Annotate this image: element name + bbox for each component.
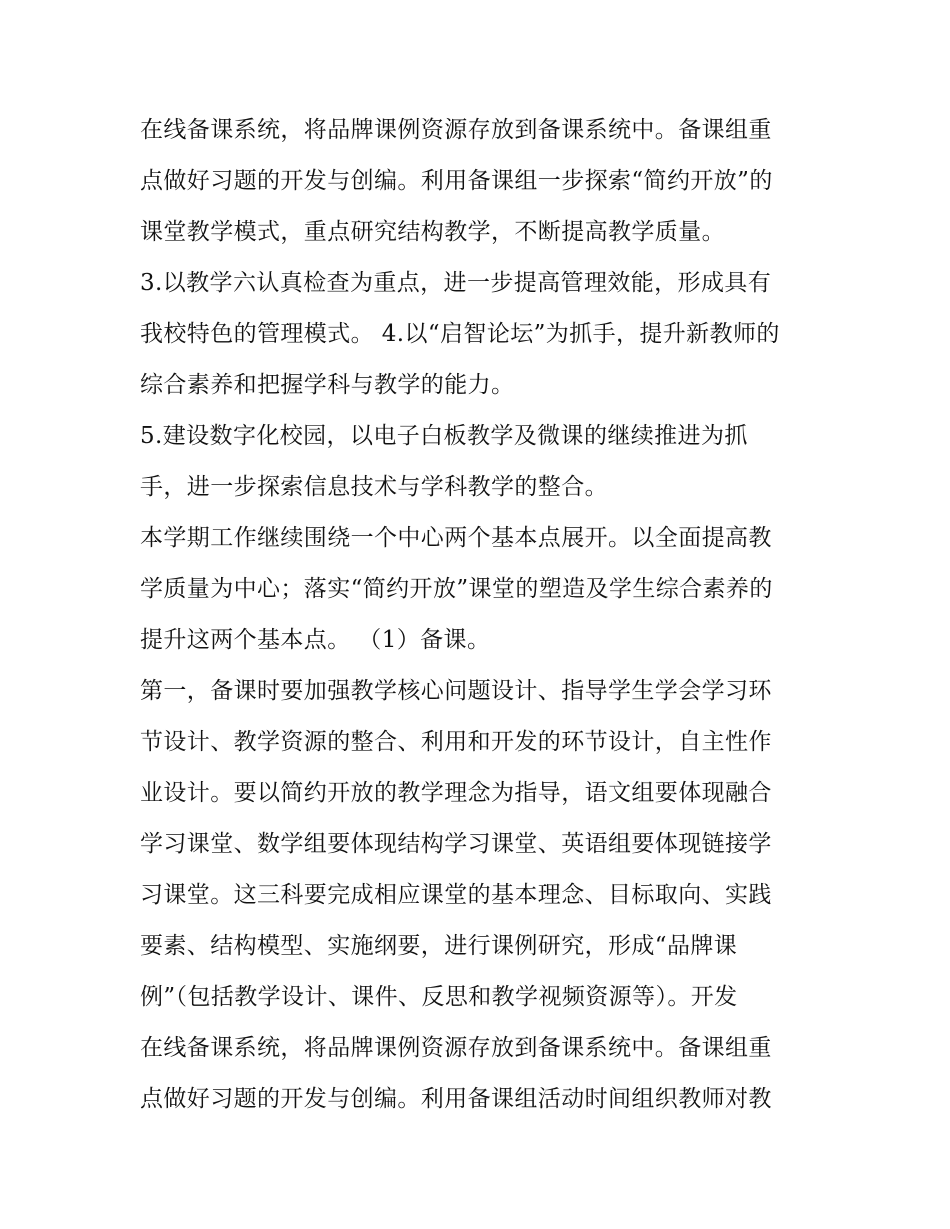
text-line: 点做好习题的开发与创编。利用备课组活动时间组织教师对教 [140,1086,772,1112]
text-line: 学习课堂、数学组要体现结构学习课堂、英语组要体现链接学 [140,831,772,857]
text-line: 课堂教学模式，重点研究结构教学，不断提高教学质量。 [140,219,725,245]
text-line: 手，进一步探索信息技术与学科教学的整合。 [140,474,608,500]
text-line: 我校特色的管理模式。 4.以“启智论坛”为抓手，提升新教师的 [140,321,780,347]
text-line: 综合素养和把握学科与教学的能力。 [140,372,515,398]
text-line: 第一，备课时要加强教学核心问题设计、指导学生学会学习环 [140,678,772,704]
text-line: 节设计、教学资源的整合、利用和开发的环节设计，自主性作 [140,729,772,755]
text-line: 例”（包括教学设计、课件、反思和教学视频资源等）。开发 [140,984,738,1010]
text-line: 习课堂。这三科要完成相应课堂的基本理念、目标取向、实践 [140,882,772,908]
text-line: 业设计。要以简约开放的教学理念为指导，语文组要体现融合 [140,780,772,806]
text-line: 要素、结构模型、实施纲要，进行课例研究，形成“品牌课 [140,933,738,959]
text-line: 学质量为中心；落实“简约开放”课堂的塑造及学生综合素养的 [140,576,773,602]
text-line: 提升这两个基本点。 （1）备课。 [140,627,491,653]
text-line: 在线备课系统，将品牌课例资源存放到备课系统中。备课组重 [140,117,772,143]
text-line: 在线备课系统，将品牌课例资源存放到备课系统中。备课组重 [140,1035,772,1061]
text-line: 本学期工作继续围绕一个中心两个基本点展开。以全面提高教 [140,525,772,551]
document-body [140,105,820,1125]
text-line: 点做好习题的开发与创编。利用备课组一步探索“简约开放”的 [140,168,773,194]
text-line: 5.建设数字化校园，以电子白板教学及微课的继续推进为抓 [140,423,748,449]
text-line: 3.以教学六认真检查为重点，进一步提高管理效能，形成具有 [140,270,772,296]
